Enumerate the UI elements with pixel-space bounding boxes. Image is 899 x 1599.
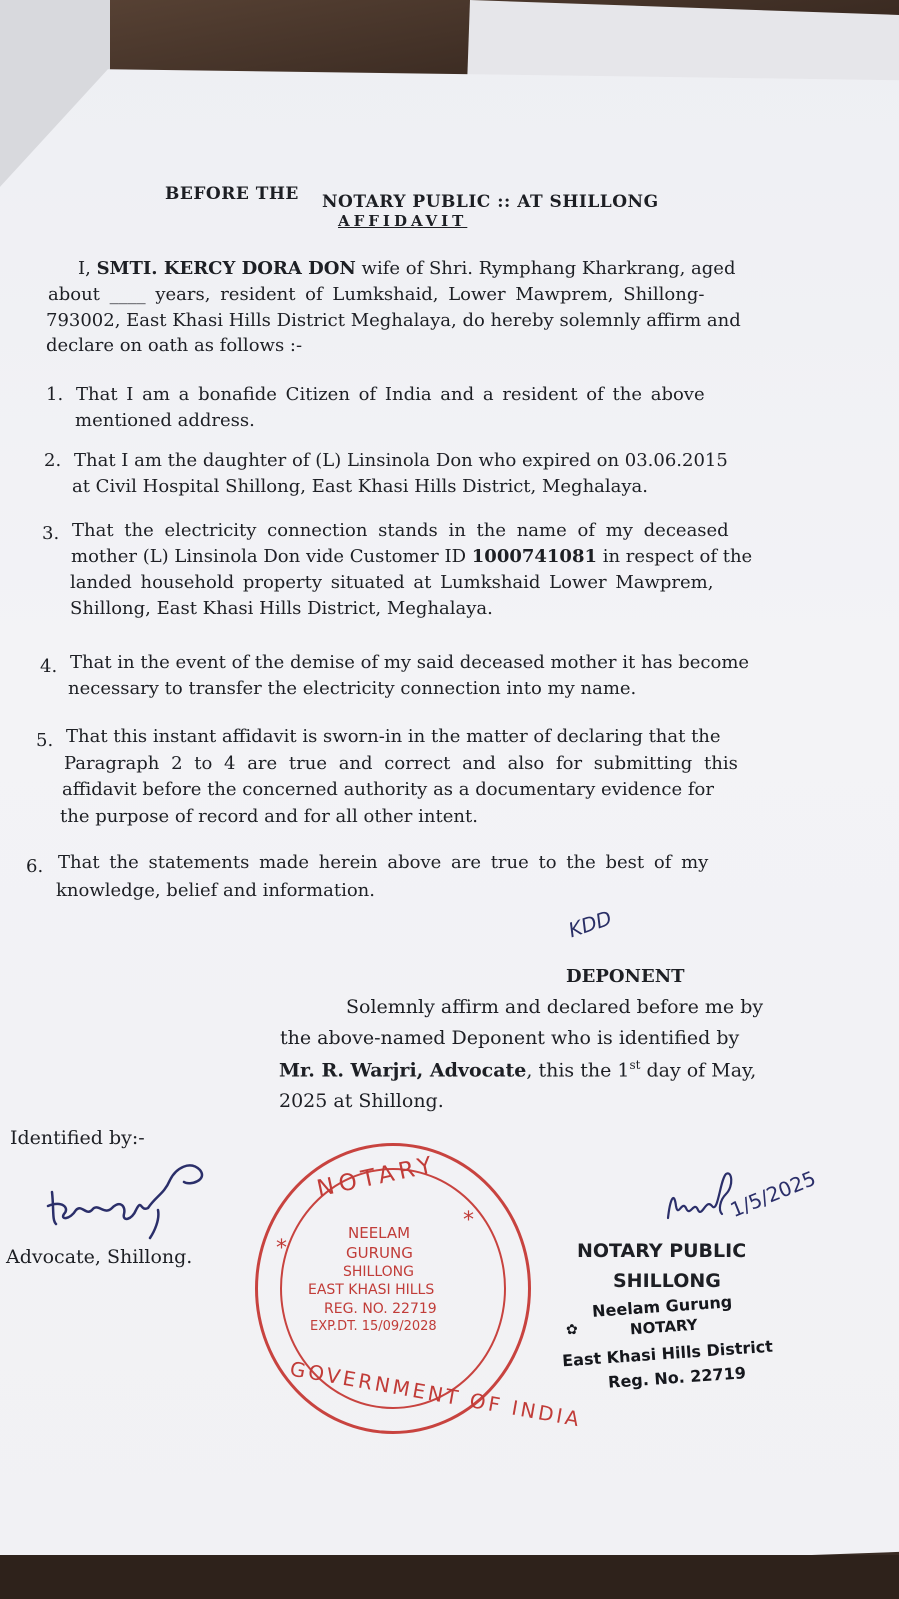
seal-name-line-1: NEELAM <box>348 1224 411 1242</box>
notary-seal <box>255 1143 584 1434</box>
affirmation-month: day of May, <box>640 1059 757 1082</box>
identifier-name: Mr. R. Warjri, Advocate <box>279 1059 527 1082</box>
notary-signature-date: 1/5/2025 <box>726 1166 820 1222</box>
intro-line-4: declare on oath as follows :- <box>46 335 303 356</box>
para-1-line-2: mentioned address. <box>75 410 255 431</box>
advocate-designation: Advocate, Shillong. <box>6 1246 193 1268</box>
deponent-label: DEPONENT <box>566 966 685 987</box>
header-notary-public: NOTARY PUBLIC :: AT SHILLONG <box>322 192 659 212</box>
seal-bottom-text: GOVERNMENT OF INDIA <box>288 1356 584 1432</box>
para-5-line-2: Paragraph 2 to 4 are true and correct and also for submitting this <box>64 753 738 774</box>
para-6-line-1: That the statements made herein above are true to the best of my <box>58 852 709 873</box>
intro-line-1 <box>78 258 735 279</box>
para-3-line-3: landed household property situated at Lumkshaid Lower Mawprem, <box>70 572 714 593</box>
affirmation-day-suffix: st <box>629 1058 641 1072</box>
para-3-line-2 <box>71 546 752 567</box>
bottom-shadow <box>0 1555 899 1599</box>
seal-star-left: * <box>276 1236 287 1261</box>
para-6-number: 6. <box>26 856 44 877</box>
stamp-reg-number: Reg. No. 22719 <box>607 1363 747 1392</box>
customer-id: 1000741081 <box>471 546 598 567</box>
para-1-line-1: That I am a bonafide Citizen of India and a resident of the above <box>76 384 705 405</box>
para-4-number: 4. <box>40 656 58 677</box>
para-5-line-4: the purpose of record and for all other intent. <box>60 806 478 827</box>
deponent-name: SMTI. KERCY DORA DON <box>96 258 356 279</box>
para-2-line-1: That I am the daughter of (L) Linsinola Don who expired on 03.06.2015 <box>74 450 728 471</box>
seal-reg-number: REG. NO. 22719 <box>324 1301 437 1317</box>
stamp-notary-role: NOTARY <box>629 1315 699 1339</box>
para-2-number: 2. <box>44 450 62 471</box>
seal-expiry: EXP.DT. 15/09/2028 <box>310 1319 437 1334</box>
seal-city: SHILLONG <box>343 1264 414 1280</box>
intro-prefix: I, <box>78 258 97 279</box>
affirmation-line-4: 2025 at Shillong. <box>279 1090 444 1112</box>
para-3-line-1: That the electricity connection stands in the name of my deceased <box>72 520 729 541</box>
para-5-line-1: That this instant affidavit is sworn-in in the matter of declaring that the <box>66 726 721 747</box>
notary-public-city: SHILLONG <box>613 1270 721 1292</box>
para-2-line-2: at Civil Hospital Shillong, East Khasi Hills District, Meghalaya. <box>72 476 648 497</box>
header-before-the: BEFORE THE <box>165 184 299 204</box>
intro-line-3: 793002, East Khasi Hills District Meghalaya, do hereby solemnly affirm and <box>46 310 741 331</box>
affirmation-line-3 <box>279 1058 756 1081</box>
notary-public-title: NOTARY PUBLIC <box>577 1240 747 1262</box>
para-1-number: 1. <box>46 384 64 405</box>
para-5-number: 5. <box>36 730 54 751</box>
stamp-notary-name: Neelam Gurung <box>591 1292 733 1321</box>
seal-star-right: * <box>463 1208 474 1233</box>
affirmation-line-1: Solemnly affirm and declared before me by <box>346 996 764 1018</box>
para-3-number: 3. <box>42 523 60 544</box>
para-6-line-2: knowledge, belief and information. <box>56 880 375 901</box>
para-3-line-2-start: mother (L) Linsinola Don vide Customer ID <box>71 546 472 567</box>
affidavit-title: AFFIDAVIT <box>338 212 468 230</box>
para-3-line-4: Shillong, East Khasi Hills District, Meghalaya. <box>70 598 493 619</box>
seal-top-text: NOTARY <box>314 1151 440 1203</box>
stamp-seal-icon: ✿ <box>566 1322 578 1338</box>
deponent-signature: KDD <box>565 905 615 943</box>
affirmation-day: , this the 1 <box>526 1059 630 1082</box>
para-5-line-3: affidavit before the concerned authority as a documentary evidence for <box>62 779 714 800</box>
intro-spouse: wife of Shri. Rymphang Kharkrang, aged <box>355 258 736 279</box>
para-3-line-2-end: in respect of the <box>597 546 753 567</box>
identified-by-label: Identified by:- <box>10 1127 145 1149</box>
seal-name-line-2: GURUNG <box>346 1244 413 1262</box>
stamp-district: East Khasi Hills District <box>561 1336 774 1371</box>
para-4-line-1: That in the event of the demise of my said deceased mother it has become <box>70 652 750 673</box>
advocate-signature <box>40 1150 220 1240</box>
para-4-line-2: necessary to transfer the electricity connection into my name. <box>68 678 637 699</box>
seal-district: EAST KHASI HILLS <box>308 1282 435 1298</box>
intro-line-2: about ____ years, resident of Lumkshaid, Lower Mawprem, Shillong- <box>48 284 705 305</box>
affirmation-line-2: the above-named Deponent who is identified by <box>280 1027 740 1049</box>
